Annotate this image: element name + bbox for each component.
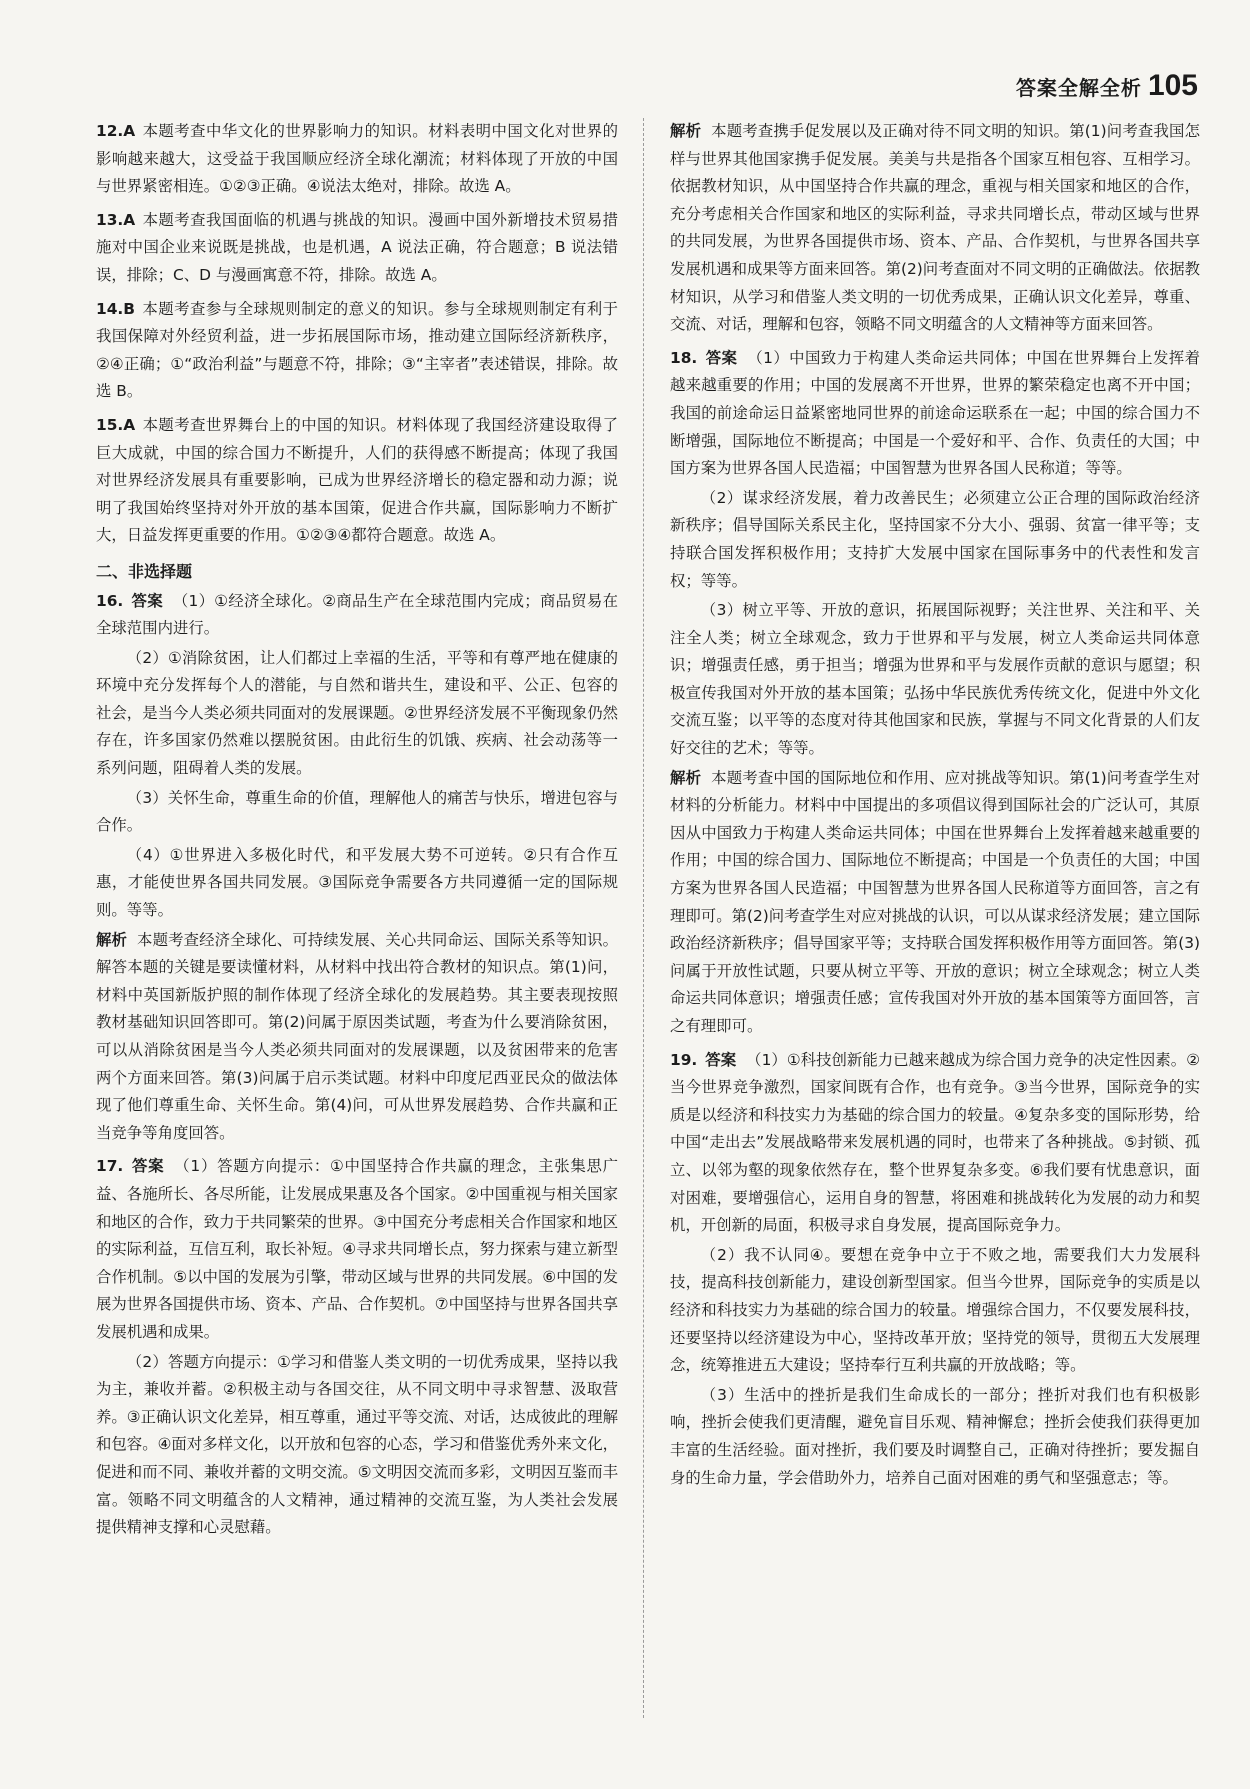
answer-part-1: （1）①科技创新能力已越来越成为综合国力竞争的决定性因素。②当今世界竞争激烈，国家间既有合作，也有竞争。③当今世界，国际竞争的实质是以经济和科技实力为基础的综合国力的较量。④复杂多变的国际形势，给中国“走出去”发展战略带来发展机遇的同时，也带来了各种挑战。⑤封锁、孤立、以邻为壑的现象依然存在，整个世界复杂多变。⑥我们要有忧患意识，面对困难，要增强信心，运用自身的智慧，将困难和挑战转化为发展的动力和契机，开创新的局面，积极寻求自身发展，提高国际竞争力。 [670,1050,1200,1235]
question-number: 13.A [96,210,136,229]
answer-part-2: （2）①消除贫困，让人们都过上幸福的生活，平等和有尊严地在健康的环境中充分发挥每个人的潜能，与自然和谐共生，建设和平、公正、包容的社会，是当今人类必须共同面对的发展课题。②世界经济发展不平衡现象仍然存在，许多国家仍然难以摆脱贫困。由此衍生的饥饿、疾病、社会动荡等一系列问题，阻碍着人类的发展。 [96,648,618,778]
question-18-analysis [670,765,1200,1041]
answer-tag: 答案 [131,1157,165,1176]
question-14 [96,296,618,406]
header-title: 答案全解全析 [1015,75,1142,100]
question-number: 18. [670,348,698,367]
answer-part-1: （1）中国致力于构建人类命运共同体；中国在世界舞台上发挥着越来越重要的作用；中国的发展离不开世界，世界的繁荣稳定也离不开中国；我国的前途命运日益紧密地同世界的前途命运联系在一起；中国的综合国力不断增强，国际地位不断提高；中国是一个爱好和平、合作、负责任的大国；中国方案为世界各国人民造福；中国智慧为世界各国人民称道；等等。 [670,348,1200,478]
answer-tag: 答案 [705,348,738,367]
answer-tag: 答案 [131,591,163,610]
answer-part-4: （4）①世界进入多极化时代，和平发展大势不可逆转。②只有合作互惠，才能使世界各国共同发展。③国际竞争需要各方共同遵循一定的国际规则。等等。 [96,845,618,920]
question-16-answer [96,588,618,643]
question-19-answer [670,1047,1200,1240]
analysis-tag: 解析 [670,122,702,140]
question-text: 本题考查我国面临的机遇与挑战的知识。漫画中国外新增技术贸易措施对中国企业来说既是挑战，也是机遇，A 说法正确，符合题意；B 说法错误，排除；C、D 与漫画寓意不符，排除。故选 A。 [96,210,618,284]
answer-part-3: （3）生活中的挫折是我们生命成长的一部分；挫折对我们也有积极影响，挫折会使我们更清醒，避免盲目乐观、精神懈怠；挫折会使我们获得更加丰富的生活经验。面对挫折，我们要及时调整自己，正确对待挫折；要发掘自身的生命力量，学会借助外力，培养自己面对困难的勇气和坚强意志；等。 [670,1385,1200,1487]
question-16-analysis [96,927,618,1148]
page-header [1016,66,1198,106]
answer-part-2: （2）谋求经济发展，着力改善民生；必须建立公正合理的国际政治经济新秩序；倡导国际关系民主化，坚持国家不分大小、强弱、贫富一律平等；支持联合国发挥积极作用；支持扩大发展中国家在国际事务中的代表性和发言权；等等。 [670,488,1200,590]
analysis-text: 本题考查携手促发展以及正确对待不同文明的知识。第(1)问考查我国怎样与世界其他国家携手促发展。美美与共是指各个国家互相包容、互相学习。依据教材知识，从中国坚持合作共赢的理念，重视与相关国家和地区的合作，充分考虑相关合作国家和地区的实际利益，寻求共同增长点，带动区域与世界的共同发展，为世界各国提供市场、资本、产品、合作契机，与世界各国共享发展机遇和成果等方面来回答。第(2)问考查面对不同文明的正确做法。依据教材知识，从学习和借鉴人类文明的一切优秀成果，正确认识文化差异，尊重、交流、对话，理解和包容，领略不同文明蕴含的人文精神等方面来回答。 [670,122,1200,334]
question-number: 15.A [96,415,136,434]
column-divider [643,118,644,1718]
question-number: 16. [96,591,124,610]
question-18-answer [670,345,1200,483]
question-12 [96,118,618,201]
question-13 [96,207,618,290]
question-17-analysis [670,118,1200,339]
question-number: 12.A [96,122,136,140]
answer-tag: 答案 [705,1050,737,1069]
analysis-tag: 解析 [670,768,702,787]
analysis-text: 本题考查经济全球化、可持续发展、关心共同命运、国际关系等知识。解答本题的关键是要读懂材料，从材料中找出符合教材的知识点。第(1)问，材料中英国新版护照的制作体现了经济全球化的发展趋势。其主要表现按照教材基础知识回答即可。第(2)问属于原因类试题，考查为什么要消除贫困，可以从消除贫困是当今人类必须共同面对的发展课题，以及贫困带来的危害两个方面来回答。第(3)问属于启示类试题。材料中印度尼西亚民众的做法体现了他们尊重生命、关怀生命。第(4)问，可从世界发展趋势、合作共赢和正当竞争等角度回答。 [96,930,618,1142]
question-number: 14.B [96,299,135,318]
right-column [670,118,1200,1494]
question-17-answer [96,1153,618,1346]
question-text: 本题考查参与全球规则制定的意义的知识。参与全球规则制定有利于我国保障对外经贸利益，进一步拓展国际市场，推动建立国际经济新秩序，②④正确；①“政治利益”与题意不符，排除；③“主宰者”表述错误，排除。故选 B。 [96,299,618,401]
question-number: 19. [670,1050,698,1069]
question-text: 本题考查世界舞台上的中国的知识。材料体现了我国经济建设取得了巨大成就，中国的综合国力不断提升，人们的获得感不断提高；体现了我国对世界经济发展具有重要影响，已成为世界经济增长的稳定器和动力源；说明了我国始终坚持对外开放的基本国策，促进合作共赢，国际影响力不断扩大，日益发挥更重要的作用。①②③④都符合题意。故选 A。 [96,415,618,545]
section-heading: 二、非选择题 [96,561,193,581]
answer-part-3: （3）关怀生命，尊重生命的价值，理解他人的痛苦与快乐，增进包容与合作。 [96,788,618,835]
question-15 [96,412,618,550]
question-number: 17. [96,1157,124,1176]
answer-part-1: （1）答题方向提示：①中国坚持合作共赢的理念，主张集思广益、各施所长、各尽所能，让发展成果惠及各个国家。②中国重视与相关国家和地区的合作，致力于共同繁荣的世界。③中国充分考虑相关合作国家和地区的实际利益，互信互利，取长补短。④寻求共同增长点，努力探索与建立新型合作机制。⑤以中国的发展为引擎，带动区域与世界的共同发展。⑥中国的发展为世界各国提供市场、资本、产品、合作契机。⑦中国坚持与世界各国共享发展机遇和成果。 [96,1157,618,1341]
analysis-text: 本题考查中国的国际地位和作用、应对挑战等知识。第(1)问考查学生对材料的分析能力。材料中中国提出的多项倡议得到国际社会的广泛认可，其原因从中国致力于构建人类命运共同体；中国在世界舞台上发挥着越来越重要的作用；中国的综合国力、国际地位不断提高；中国是一个负责任的大国；中国方案为世界各国人民造福；中国智慧为世界各国人民称道等方面回答，言之有理即可。第(2)问考查学生对应对挑战的认识，可以从谋求经济发展；建立国际政治经济新秩序；倡导国家平等；支持联合国发挥积极作用等方面回答。第(3)问属于开放性试题，只要从树立平等、开放的意识；树立全球观念；树立人类命运共同体意识；增强责任感；宣传我国对外开放的基本国策等方面回答，言之有理即可。 [670,768,1200,1035]
answer-part-2: （2）我不认同④。要想在竞争中立于不败之地，需要我们大力发展科技，提高科技创新能力，建设创新型国家。但当今世界，国际竞争的实质是以经济和科技实力为基础的综合国力的较量。增强综合国力，不仅要发展科技，还要坚持以经济建设为中心，坚持改革开放；坚持党的领导，贯彻五大发展理念，统筹推进五大建设；坚持奉行互利共赢的开放战略；等。 [670,1245,1200,1375]
answer-part-3: （3）树立平等、开放的意识，拓展国际视野；关注世界、关注和平、关注全人类；树立全球观念，致力于世界和平与发展，树立人类命运共同体意识；增强责任感，勇于担当；增强为世界和平与发展作贡献的意识与愿望；积极宣传我国对外开放的基本国策；弘扬中华民族优秀传统文化，促进中外文化交流互鉴；以平等的态度对待其他国家和民族，掌握与不同文化背景的人们友好交往的艺术；等等。 [670,601,1200,758]
page-number: 105 [1147,69,1198,102]
question-text: 本题考查中华文化的世界影响力的知识。材料表明中国文化对世界的影响越来越大，这受益于我国顺应经济全球化潮流；材料体现了开放的中国与世界紧密相连。①②③正确。④说法太绝对，排除。故选 A。 [96,122,618,196]
left-column [96,118,618,1544]
answer-part-2: （2）答题方向提示：①学习和借鉴人类文明的一切优秀成果，坚持以我为主，兼收并蓄。②积极主动与各国交往，从不同文明中寻求智慧、汲取营养。③正确认识文化差异，相互尊重，通过平等交流、对话，达成彼此的理解和包容。④面对多样文化，以开放和包容的心态，学习和借鉴优秀外来文化，促进和而不同、兼收并蓄的文明交流。⑤文明因交流而多彩，文明因互鉴而丰富。领略不同文明蕴含的人文精神，通过精神的交流互鉴，为人类社会发展提供精神支撑和心灵慰藉。 [96,1352,618,1537]
analysis-tag: 解析 [96,930,128,949]
answer-part-1: （1）①经济全球化。②商品生产在全球范围内完成；商品贸易在全球范围内进行。 [96,591,618,638]
